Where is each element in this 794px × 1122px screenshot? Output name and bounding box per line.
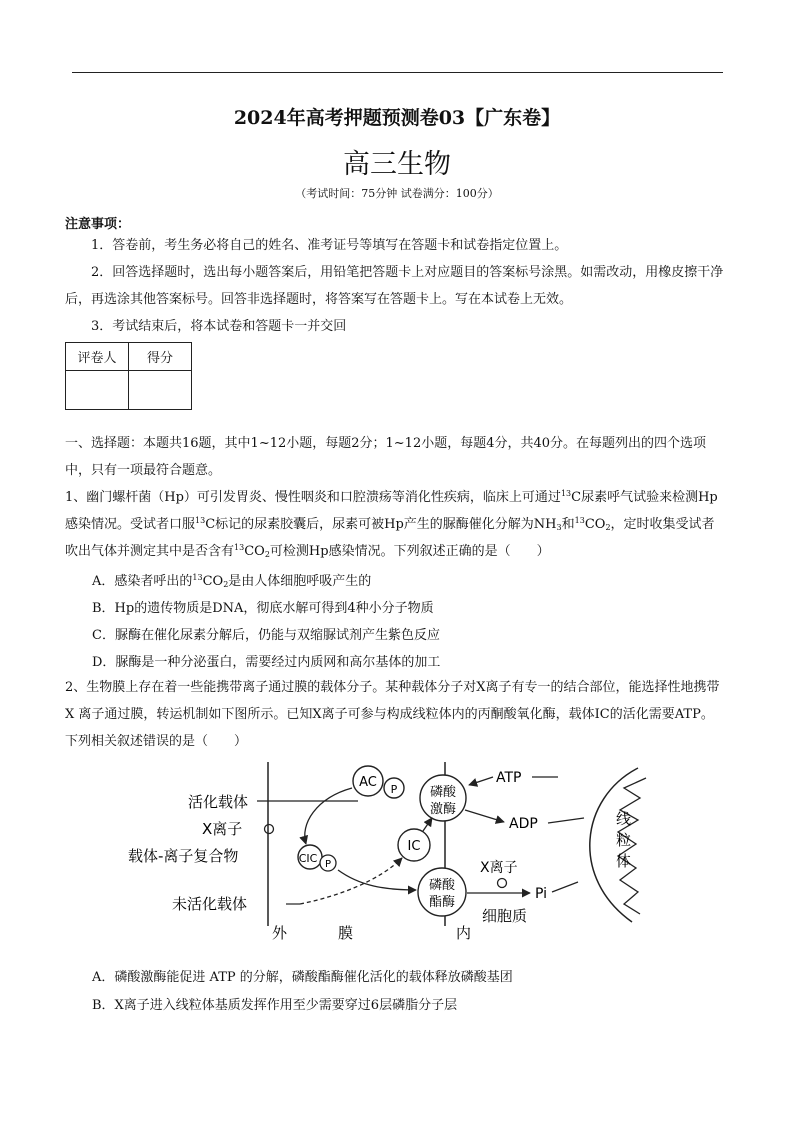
label-cytoplasm: 细胞质 [482, 907, 528, 925]
adp-label: ADP [509, 816, 538, 832]
label-inside: 内 [456, 924, 472, 942]
reviewer-label: 评卷人 [66, 343, 129, 371]
mito-label-1: 线 [616, 810, 632, 828]
ic-label: IC [407, 839, 421, 854]
q2-option-a[interactable]: A．磷酸激酶能促进 ATP 的分解，磷酸酯酶催化活化的载体释放磷酸基团 [92, 970, 513, 985]
exam-meta: （考试时间：75分钟 试卷满分：100分） [295, 187, 499, 200]
note-item: 1．答卷前，考生务必将自己的姓名、准考证号等填写在答题卡和试卷指定位置上。 [91, 238, 568, 253]
pi-label: Pi [535, 886, 548, 902]
section1-intro: 一、选择题：本题共16题，其中1~12小题，每题2分；1~12小题，每题4分，共40分。在每题列出的四个选项中，只有一项最符合题意。 [65, 436, 707, 478]
q1-option-b[interactable]: B．Hp的遗传物质是DNA，彻底水解可得到4种小分子物质 [92, 601, 434, 616]
mito-label: 线粒体 [120, 758, 123, 759]
note-item: 2．回答选择题时，选出每小题答案后，用铅笔把答题卡上对应题目的答案标号涂黑。如需改动，用橡皮擦干净后，再选涂其他答案标号。回答非选择题时，将答案写在答题卡上。写在本试卷上无效。 [65, 265, 724, 307]
p-label-top: P [390, 783, 398, 796]
score-cell[interactable] [129, 371, 192, 410]
label-complex: 载体-离子复合物 [128, 847, 239, 865]
atp-label: ATP [496, 770, 522, 786]
esterase-label-1: 磷酸 [428, 878, 456, 893]
label-membrane: 膜 [338, 924, 354, 942]
kinase-label-2: 激酶 [429, 802, 457, 817]
q1-option-a[interactable]: A．感染者呼出的$^{13}CO_2$是由人体细胞呼吸产生的 [92, 573, 372, 589]
score-table [65, 342, 192, 410]
question-2-stem: 2、生物膜上存在着一些能携带离子通过膜的载体分子。某种载体分子对X离子有专一的结合部位，能选择性地携带 X 离子通过膜，转运机制如下图所示。已知X离子可参与构成线粒体内的丙酮酸氧化酶，载体IC的活化需要ATP。下列相关叙述错误的是（ ） [65, 680, 720, 749]
mito-label-3: 体 [616, 852, 632, 870]
label-outside: 外 [272, 924, 288, 942]
subject-title: 高三生物 [343, 149, 451, 180]
carrier-transport-diagram [120, 758, 660, 946]
notes-heading: 注意事项： [65, 217, 131, 232]
label-activated-carrier: 活化载体 [188, 793, 249, 811]
q1-option-d[interactable]: D．脲酶是一种分泌蛋白，需要经过内质网和高尔基体的加工 [92, 655, 441, 670]
mito-label-2: 粒 [616, 831, 632, 849]
q2-option-b[interactable]: B．X离子进入线粒体基质发挥作用至少需要穿过6层磷脂分子层 [92, 998, 458, 1013]
label-x-ion-right: X离子 [480, 860, 518, 876]
label-x-ion-left: X离子 [202, 820, 243, 838]
kinase-label-1: 磷酸 [429, 785, 457, 800]
notes-list [65, 232, 725, 340]
score-label: 得分 [129, 343, 192, 371]
question-1-stem: 1、幽门螺杆菌（Hp）可引发胃炎、慢性咽炎和口腔溃疡等消化性疾病，临床上可通过$^{13}$C尿素呼气试验来检测Hp感染情况。受试者口服$^{13}$C标记的尿素胶囊后，尿素可被Hp产生的脲酶催化分解为$NH_3$和$^{13}CO_2$，定时收集受试者吹出气体并测定其中是否含有$^{13}CO_2$可检测Hp感染情况。下列叙述正确的是（ ） [65, 489, 718, 559]
label-inactive-carrier: 未活化载体 [172, 895, 248, 913]
exam-title: 2024年高考押题预测卷03【广东卷】 [233, 107, 561, 129]
ac-label: AC [359, 775, 377, 790]
cic-label: CIC [298, 852, 318, 865]
note-item: 3．考试结束后，将本试卷和答题卡一并交回 [91, 319, 347, 334]
esterase-label-2: 酯酶 [428, 895, 456, 910]
x-ion-left-dot [265, 825, 274, 834]
top-rule [72, 72, 723, 73]
x-ion-right-dot [498, 879, 507, 888]
q1-option-c[interactable]: C．脲酶在催化尿素分解后，仍能与双缩脲试剂产生紫色反应 [92, 628, 440, 643]
p-label-complex: P [324, 859, 332, 870]
reviewer-cell[interactable] [66, 371, 129, 410]
